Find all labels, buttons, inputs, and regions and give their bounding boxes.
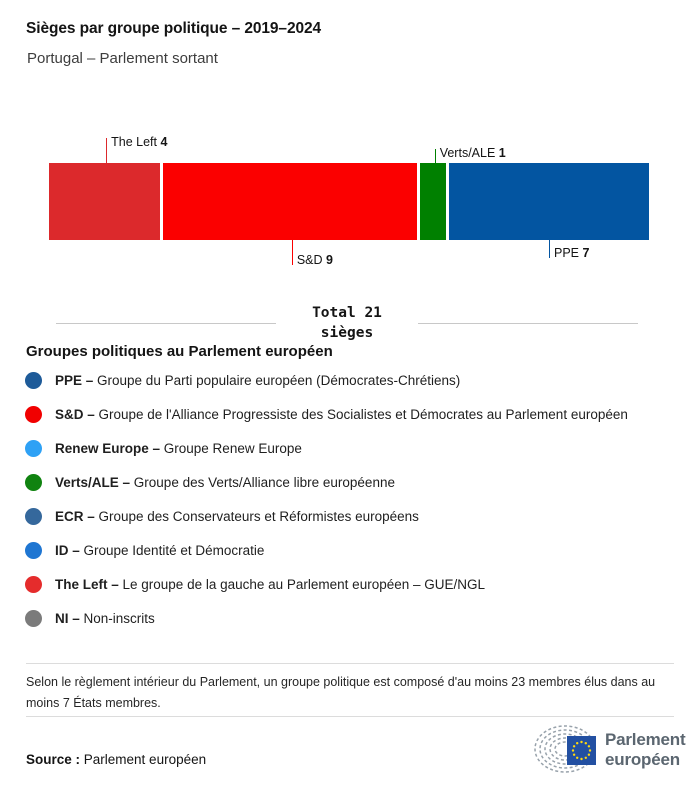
legend-item-id	[25, 542, 685, 559]
bar-label-name: PPE	[554, 246, 583, 260]
total-seats-label	[312, 303, 382, 343]
legend-item-text	[55, 577, 485, 592]
divider-line-left	[56, 323, 276, 324]
legend-heading: Groupes politiques au Parlement européen	[26, 343, 333, 360]
ep-logo-text	[605, 730, 685, 770]
legend-item-text	[55, 543, 264, 558]
page-subtitle: Portugal – Parlement sortant	[27, 50, 218, 67]
legend-dot-icon	[25, 576, 42, 593]
legend-item-verts-ale	[25, 474, 685, 491]
legend-group-description: Groupe des Conservateurs et Réformistes européens	[98, 509, 419, 524]
legend-group-name: NI –	[55, 611, 84, 626]
legend-group-description: Groupe du Parti populaire européen (Démocrates-Chrétiens)	[97, 373, 461, 388]
bar-segment-verts-ale	[420, 163, 449, 240]
legend-item-text	[55, 407, 628, 422]
eu-flag-icon	[567, 736, 596, 765]
legend-item-text	[55, 475, 395, 490]
source-value: Parlement européen	[83, 752, 207, 767]
bar-label-value: 4	[160, 135, 168, 149]
bar-label-value: 9	[326, 253, 333, 267]
bar-label-value: 7	[582, 246, 590, 260]
ep-logo-text-line1: Parlement	[605, 730, 686, 749]
callout-tick-verts-ale	[435, 149, 436, 163]
legend-group-name: PPE –	[55, 373, 98, 388]
legend-item-ppe	[25, 372, 685, 389]
legend-dot-icon	[25, 610, 42, 627]
legend-group-description: Non-inscrits	[83, 611, 155, 626]
legend-group-name: Renew Europe –	[55, 441, 164, 456]
legend-group-description: Groupe Identité et Démocratie	[83, 543, 265, 558]
bar-label-name: S&D	[296, 253, 327, 267]
legend-group-name: Verts/ALE –	[55, 475, 134, 490]
legend-dot-icon	[25, 508, 42, 525]
bar-label-value: 1	[498, 146, 506, 160]
footnote	[26, 663, 674, 717]
callout-tick-the-left	[106, 138, 107, 163]
bar-label-ppe	[554, 246, 589, 261]
source-line	[26, 752, 206, 767]
total-seats-line2: sièges	[320, 325, 374, 341]
legend-dot-icon	[25, 406, 42, 423]
legend-dot-icon	[25, 440, 42, 457]
total-divider	[56, 303, 638, 343]
legend-item-s-d	[25, 406, 685, 423]
callout-tick-ppe	[549, 240, 550, 258]
legend-group-name: S&D –	[55, 407, 99, 422]
legend-group-description: Le groupe de la gauche au Parlement européen – GUE/NGL	[122, 577, 486, 592]
bar-label-name: Verts/ALE	[439, 146, 499, 160]
legend-group-name: The Left –	[55, 577, 123, 592]
legend-list	[25, 372, 685, 644]
legend-item-text	[55, 441, 302, 456]
callout-tick-s-d	[292, 240, 293, 265]
legend-item-text	[55, 509, 419, 524]
legend-item-ni	[25, 610, 685, 627]
total-seats-line1: Total 21	[312, 305, 382, 321]
seats-stacked-bar-chart	[49, 135, 649, 267]
bar-segment-the-left	[49, 163, 163, 240]
legend-group-name: ID –	[55, 543, 84, 558]
legend-item-text	[55, 611, 155, 626]
bar-label-s-d	[297, 253, 333, 268]
bar-segment-s-d	[163, 163, 420, 240]
legend-dot-icon	[25, 372, 42, 389]
legend-group-description: Groupe Renew Europe	[163, 441, 302, 456]
footnote-text: Selon le règlement intérieur du Parlement, un groupe politique est composé d'au moins 23 membres élus dans au moins 7 États membres.	[26, 675, 656, 710]
legend-group-description: Groupe des Verts/Alliance libre européenne	[133, 475, 395, 490]
hemicycle-icon	[533, 723, 597, 777]
legend-item-renew-europe	[25, 440, 685, 457]
legend-item-text	[55, 373, 460, 388]
legend-item-the-left	[25, 576, 685, 593]
source-label: Source :	[26, 752, 81, 767]
legend-dot-icon	[25, 474, 42, 491]
bar-label-name: The Left	[111, 135, 161, 149]
legend-item-ecr	[25, 508, 685, 525]
bar-label-verts-ale	[440, 146, 506, 161]
ep-logo	[533, 723, 685, 777]
legend-group-description: Groupe de l'Alliance Progressiste des Socialistes et Démocrates au Parlement européen	[98, 407, 628, 422]
legend-dot-icon	[25, 542, 42, 559]
ep-logo-text-line2: européen	[605, 750, 680, 769]
legend-group-name: ECR –	[55, 509, 99, 524]
divider-line-right	[418, 323, 638, 324]
bar-label-the-left	[111, 135, 167, 150]
stacked-bar	[49, 163, 649, 240]
page-title: Sièges par groupe politique – 2019–2024	[26, 20, 322, 37]
bar-segment-ppe	[449, 163, 649, 240]
